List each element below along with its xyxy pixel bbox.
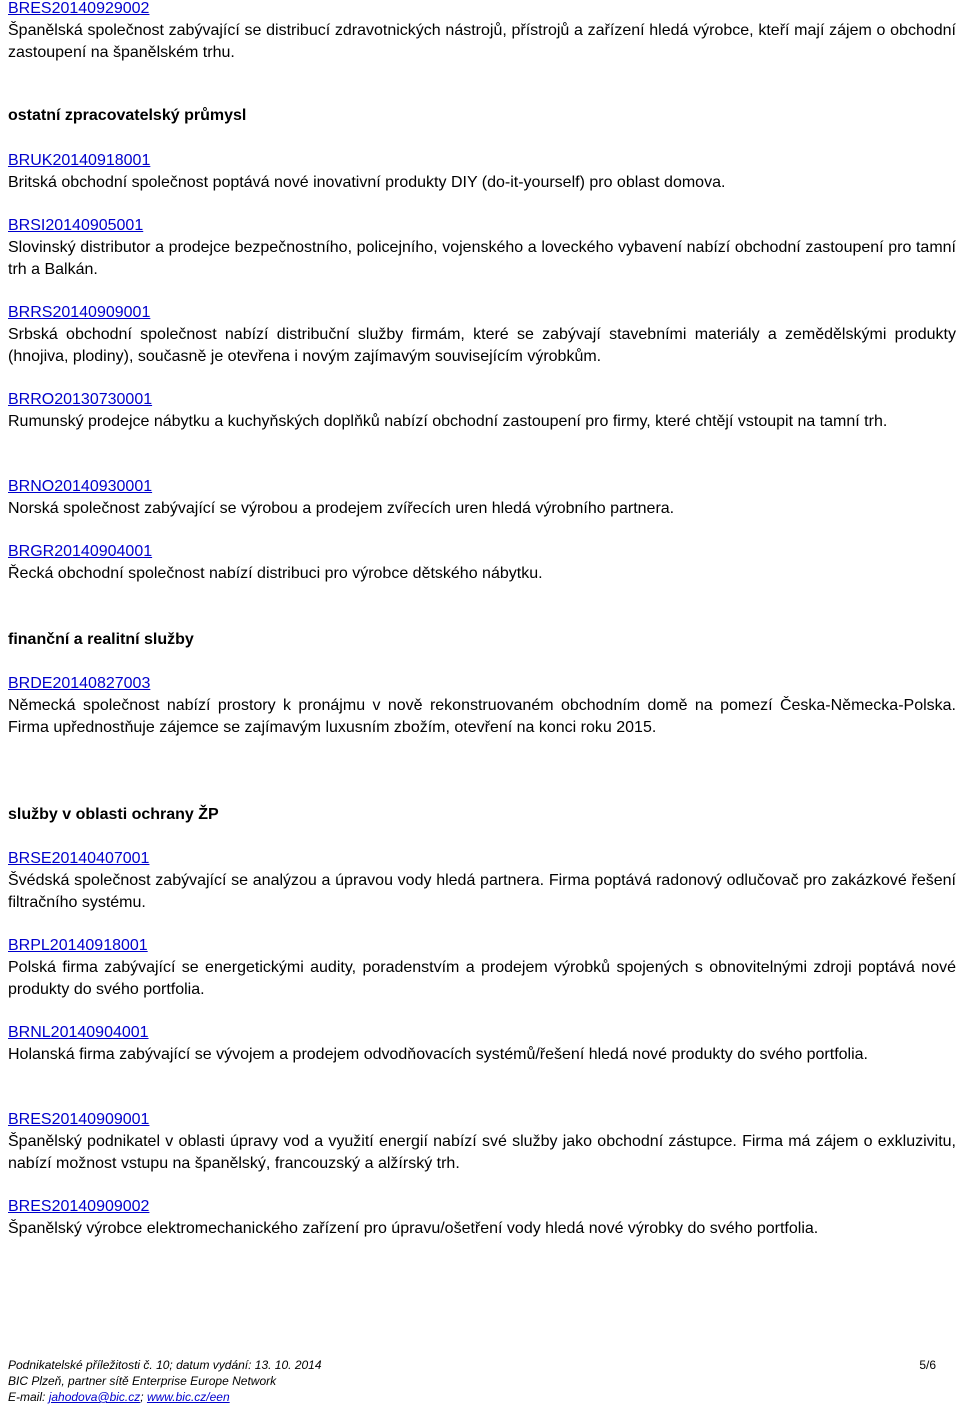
opportunity-description: Polská firma zabývající se energetickými audity, poradenstvím a prodejem výrobků spojených s obnovitelnými zdroji poptává nové produkty do svého portfolia. xyxy=(8,959,956,998)
opportunity-entry xyxy=(8,150,956,194)
section-heading: ostatní zpracovatelský průmysl xyxy=(8,107,247,124)
footer-partner-line: BIC Plzeň, partner sítě Enterprise Europe Network xyxy=(8,1374,277,1388)
opportunity-description: Německá společnost nabízí prostory k pronájmu v nově rekonstruovaném obchodním domě na pomezí Česka-Německa-Polska. Firma upřednostňuje zájemce se zajímavým luxusním zbožím, otevření na konci roku 2015. xyxy=(8,697,956,736)
opportunity-description: Srbská obchodní společnost nabízí distribuční služby firmám, které se zabývají stavebními materiály a zemědělskými produkty (hnojiva, plodiny), současně je otevřena i novým zajímavým souvisejícím výrobkům. xyxy=(8,326,956,365)
opportunity-code-link[interactable]: BRPL20140918001 xyxy=(8,937,148,954)
opportunity-description: Španělský podnikatel v oblasti úpravy vod a využití energií nabízí své služby jako obchodní zástupce. Firma má zájem o exkluzivitu, nabízí možnost vstupu na španělský, francouzský a alžírský trh. xyxy=(8,1133,956,1172)
footer-issue-line: Podnikatelské příležitosti č. 10; datum vydání: 13. 10. 2014 xyxy=(8,1358,322,1372)
opportunity-description: Britská obchodní společnost poptává nové inovativní produkty DIY (do-it-yourself) pro oblast domova. xyxy=(8,174,726,191)
opportunity-code-link[interactable]: BRGR20140904001 xyxy=(8,543,153,560)
opportunity-entry xyxy=(8,848,956,914)
opportunity-code-link[interactable]: BRNO20140930001 xyxy=(8,478,153,495)
opportunity-description: Norská společnost zabývající se výrobou a prodejem zvířecích uren hledá výrobního partnera. xyxy=(8,500,675,517)
opportunity-entry xyxy=(8,0,956,64)
opportunity-entry xyxy=(8,541,956,585)
opportunity-code-link[interactable]: BRES20140909001 xyxy=(8,1111,150,1128)
footer-website-link[interactable]: www.bic.cz/een xyxy=(146,1390,230,1404)
opportunity-description: Švédská společnost zabývající se analýzou a úpravou vody hledá partnera. Firma poptává radonový odlučovač pro zakázkové řešení filtračního systému. xyxy=(8,872,956,911)
opportunity-code-link[interactable]: BRES20140909002 xyxy=(8,1198,150,1215)
opportunity-code-link[interactable]: BRRS20140909001 xyxy=(8,304,151,321)
opportunity-entry xyxy=(8,476,956,520)
opportunity-entry xyxy=(8,673,956,739)
opportunity-description: Řecká obchodní společnost nabízí distribuci pro výrobce dětského nábytku. xyxy=(8,565,543,582)
opportunity-entry xyxy=(8,302,956,368)
opportunity-code-link[interactable]: BRUK20140918001 xyxy=(8,152,151,169)
footer-email-link[interactable]: jahodova@bic.cz xyxy=(48,1390,141,1404)
footer-separator: ; xyxy=(140,1390,144,1404)
opportunity-code-link[interactable]: BRRO20130730001 xyxy=(8,391,153,408)
opportunity-entry xyxy=(8,935,956,1001)
opportunity-entry xyxy=(8,389,956,433)
footer-contact-line xyxy=(8,1389,936,1405)
page-number: 5/6 xyxy=(919,1358,936,1372)
opportunity-description: Španělská společnost zabývající se distribucí zdravotnických nástrojů, přístrojů a zařízení hledá výrobce, kteří mají zájem o obchodní zastoupení na španělském trhu. xyxy=(8,22,956,61)
opportunity-code-link[interactable]: BRNL20140904001 xyxy=(8,1024,149,1041)
opportunity-entry xyxy=(8,215,956,281)
opportunity-entry xyxy=(8,1196,956,1240)
opportunity-description: Slovinský distributor a prodejce bezpečnostního, policejního, vojenského a loveckého vybavení nabízí obchodní zastoupení pro tamní trh a Balkán. xyxy=(8,239,956,278)
page-footer xyxy=(8,1357,936,1405)
footer-email-label: E-mail: xyxy=(8,1390,46,1404)
opportunity-description: Rumunský prodejce nábytku a kuchyňských doplňků nabízí obchodní zastoupení pro firmy, které chtějí vstoupit na tamní trh. xyxy=(8,413,888,430)
opportunity-code-link[interactable]: BRES20140929002 xyxy=(8,0,150,17)
opportunity-entry xyxy=(8,1022,956,1066)
section-heading: finanční a realitní služby xyxy=(8,631,194,648)
opportunity-code-link[interactable]: BRSE20140407001 xyxy=(8,850,150,867)
opportunity-code-link[interactable]: BRSI20140905001 xyxy=(8,217,144,234)
opportunity-description: Holanská firma zabývající se vývojem a prodejem odvodňovacích systémů/řešení hledá nové produkty do svého portfolia. xyxy=(8,1046,868,1063)
opportunity-code-link[interactable]: BRDE20140827003 xyxy=(8,675,151,692)
opportunity-description: Španělský výrobce elektromechanického zařízení pro úpravu/ošetření vody hledá nové výrobky do svého portfolia. xyxy=(8,1220,819,1237)
section-heading: služby v oblasti ochrany ŽP xyxy=(8,806,219,823)
opportunity-entry xyxy=(8,1109,956,1175)
